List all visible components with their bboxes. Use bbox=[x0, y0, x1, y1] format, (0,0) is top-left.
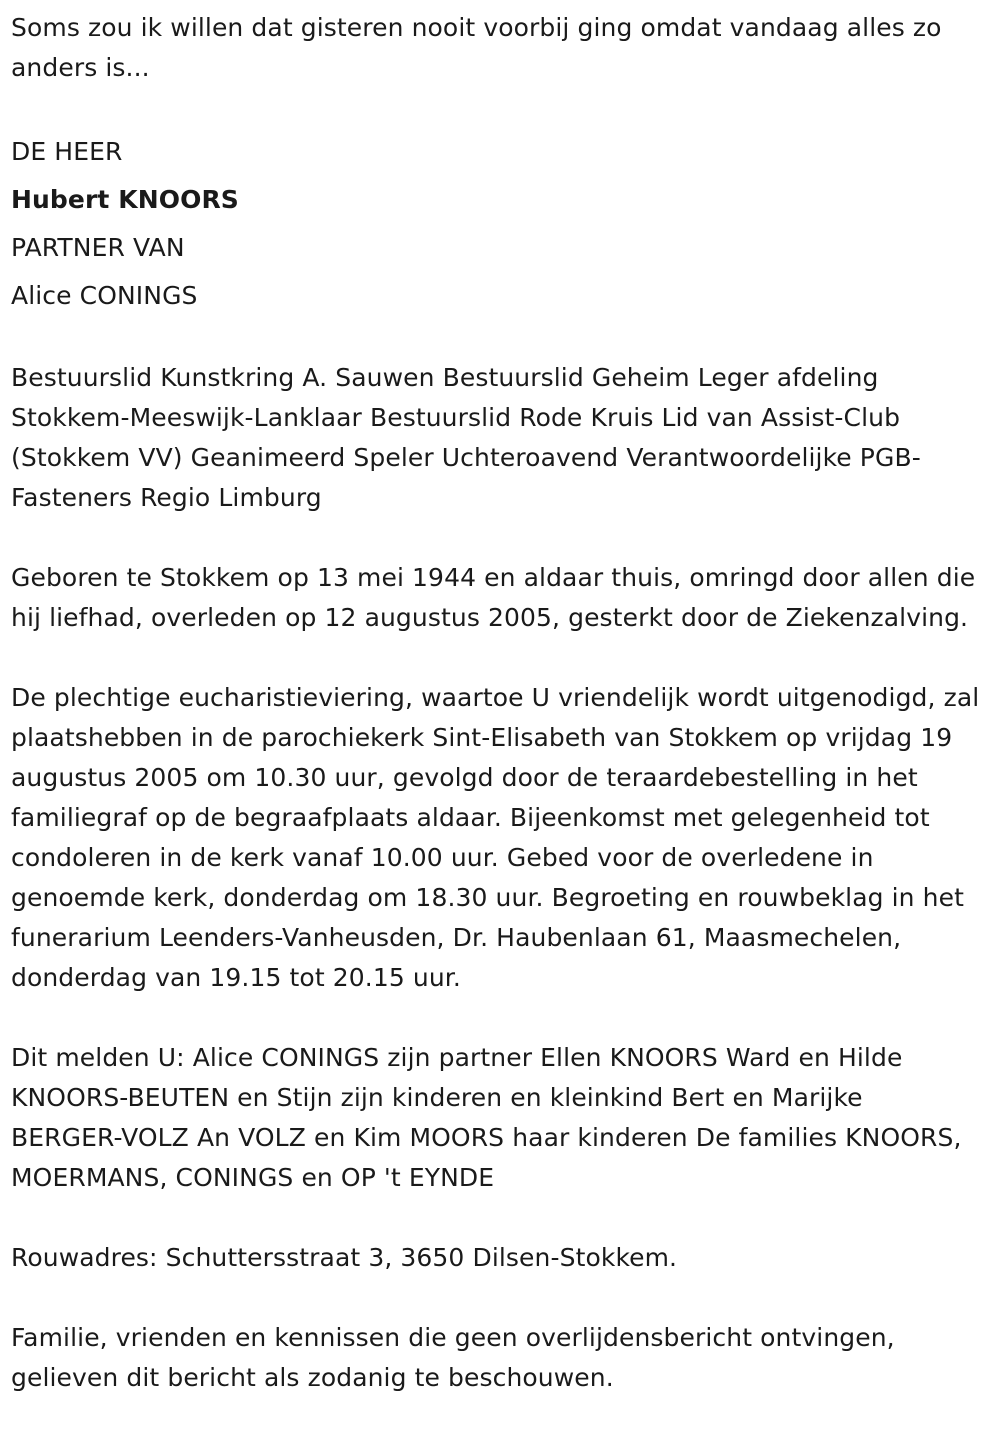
intro-quote: Soms zou ik willen dat gisteren nooit voorbij ging omdat vandaag alles zo anders is... bbox=[11, 13, 942, 82]
spacer bbox=[11, 88, 1000, 128]
spacer bbox=[11, 518, 1000, 558]
ceremony-paragraph: De plechtige eucharistieviering, waartoe U vriendelijk wordt uitgenodigd, zal plaatshebben in de parochiekerk Sint-Elisabeth van Stokkem op vrijdag 19 augustus 2005 om 10.30 uur, gevolgd door de teraardebestelling in het familiegraf op de begraafplaats aldaar. Bijeenkomst met gelegenheid tot condoleren in de kerk vanaf 10.00 uur. Gebed voor de overledene in genoemde kerk, donderdag om 18.30 uur. Begroeting en rouwbeklag in het funerarium Leenders-Vanheusden, Dr. Haubenlaan 61, Maasmechelen, donderdag van 19.15 tot 20.15 uur. bbox=[11, 683, 980, 992]
relation-label: PARTNER VAN bbox=[11, 233, 185, 262]
address-line: Rouwadres: Schuttersstraat 3, 3650 Dilsen-Stokkem. bbox=[11, 1243, 678, 1272]
spacer bbox=[11, 638, 1000, 678]
partner-name: Alice CONINGS bbox=[11, 281, 198, 310]
spacer bbox=[11, 320, 1000, 358]
closing-paragraph: Familie, vrienden en kennissen die geen overlijdensbericht ontvingen, gelieven dit bericht als zodanig te beschouwen. bbox=[11, 1323, 895, 1392]
deceased-name: Hubert KNOORS bbox=[11, 185, 239, 214]
spacer bbox=[11, 1198, 1000, 1238]
functions-paragraph: Bestuurslid Kunstkring A. Sauwen Bestuurslid Geheim Leger afdeling Stokkem-Meeswijk-Lanklaar Bestuurslid Rode Kruis Lid van Assist-Club (Stokkem VV) Geanimeerd Speler Uchteroavend Verantwoordelijke PGB-Fasteners Regio Limburg bbox=[11, 363, 921, 512]
birth-death-paragraph: Geboren te Stokkem op 13 mei 1944 en aldaar thuis, omringd door allen die hij liefhad, overleden op 12 augustus 2005, gesterkt door de Ziekenzalving. bbox=[11, 563, 976, 632]
title-prefix: DE HEER bbox=[11, 137, 123, 166]
spacer bbox=[11, 998, 1000, 1038]
announcers-paragraph: Dit melden U: Alice CONINGS zijn partner Ellen KNOORS Ward en Hilde KNOORS-BEUTEN en Stijn zijn kinderen en kleinkind Bert en Marijke BERGER-VOLZ An VOLZ en Kim MOORS haar kinderen De families KNOORS, MOERMANS, CONINGS en OP 't EYNDE bbox=[11, 1043, 962, 1192]
spacer bbox=[11, 1278, 1000, 1318]
